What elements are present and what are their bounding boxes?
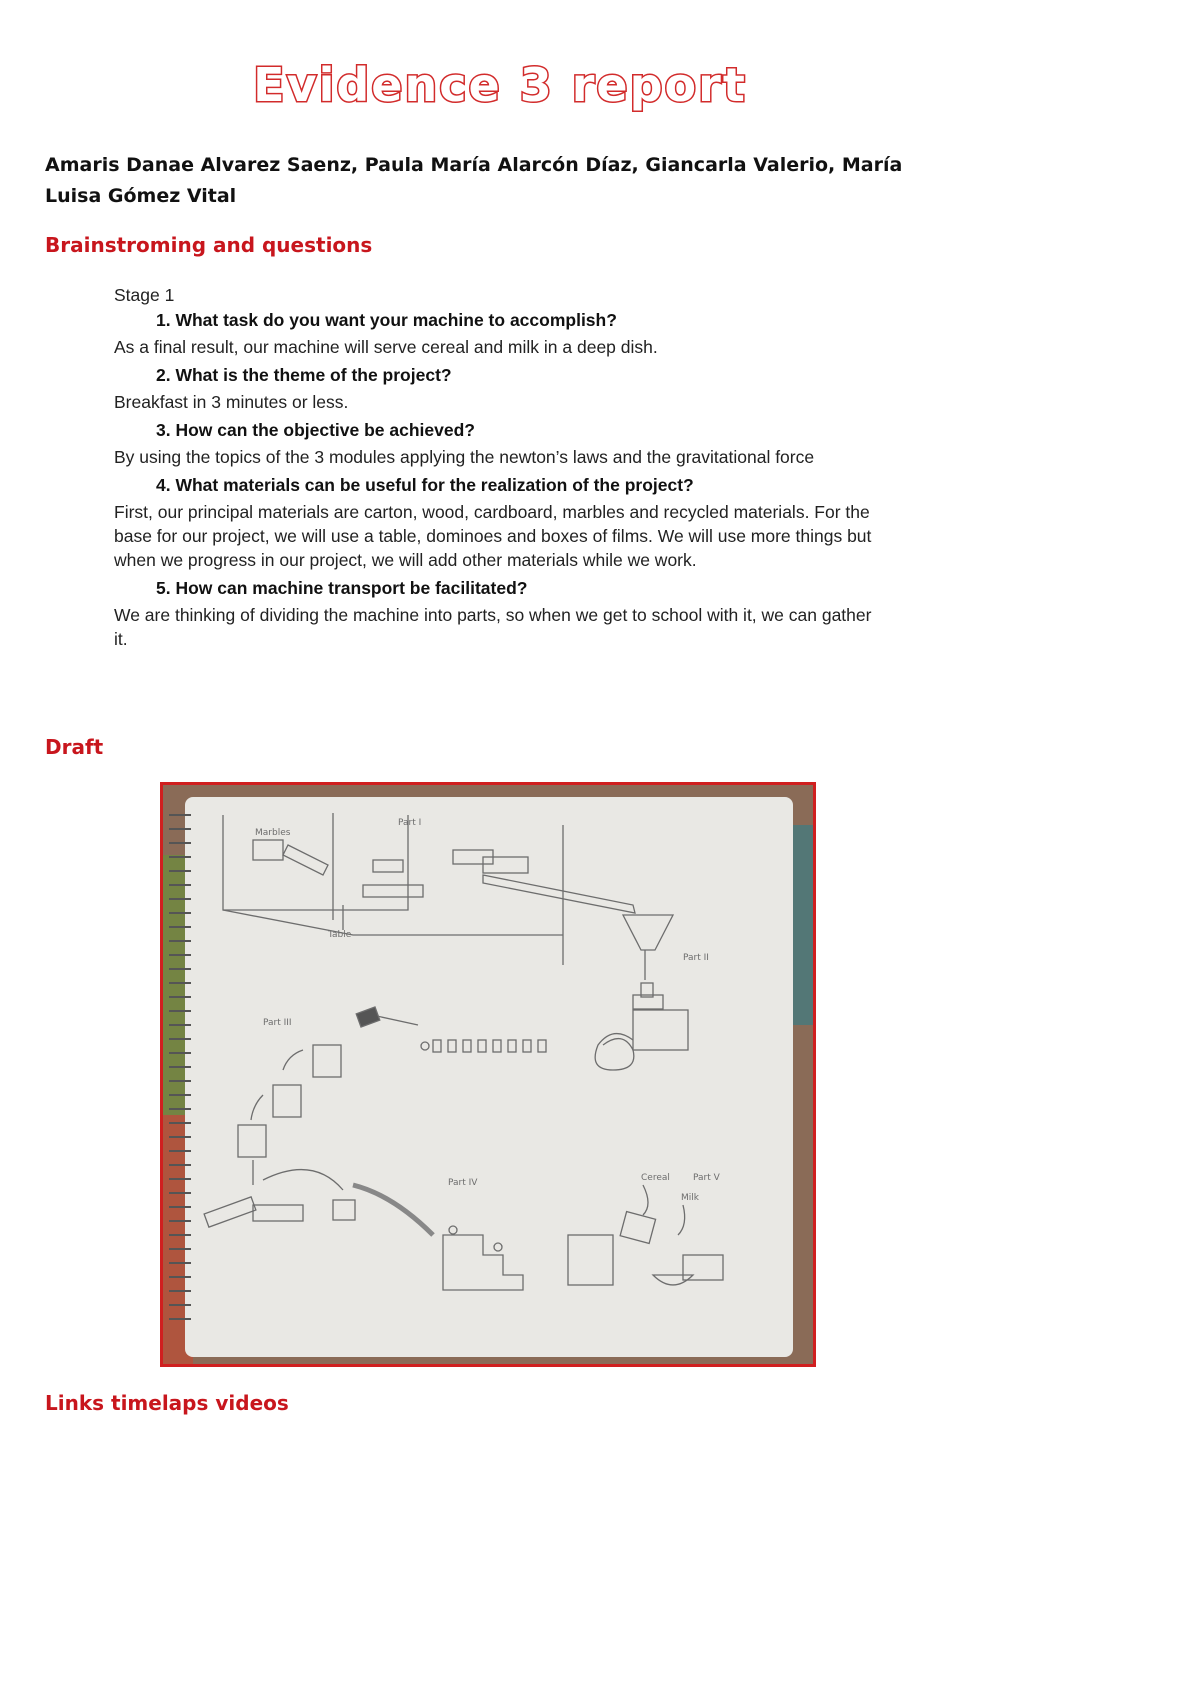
author-list: Amaris Danae Alvarez Saenz, Paula María Alarcón Díaz, Giancarla Valerio, María Luisa Gómez Vital	[45, 154, 903, 207]
draft-sketch-image	[160, 782, 816, 1367]
section-heading-links: Links timelaps videos	[45, 1391, 289, 1415]
section-heading-draft: Draft	[45, 735, 104, 759]
question-item	[114, 473, 874, 572]
sketch-label: Part II	[683, 953, 709, 963]
sketch-label: Part V	[693, 1173, 720, 1183]
answer-text: By using the topics of the 3 modules applying the newton’s laws and the gravitational force	[114, 447, 815, 467]
stage-label: Stage 1	[114, 285, 175, 305]
answer-text: As a final result, our machine will serve cereal and milk in a deep dish.	[114, 337, 658, 357]
sketch-label: Part III	[263, 1018, 292, 1028]
section-heading-brainstorming: Brainstroming and questions	[45, 233, 373, 257]
sketch-note: Cereal	[641, 1173, 670, 1183]
answer-text: We are thinking of dividing the machine into parts, so when we get to school with it, we can gather it.	[114, 605, 872, 649]
sketch-label: Part IV	[448, 1178, 478, 1188]
question-item	[114, 576, 874, 651]
answer-text: Breakfast in 3 minutes or less.	[114, 392, 349, 412]
question-text: 5. How can machine transport be facilitated?	[156, 578, 528, 598]
questions-block	[114, 283, 874, 655]
answer-text: First, our principal materials are carton, wood, cardboard, marbles and recycled materials. For the base for our project, we will use a table, dominoes and boxes of films. We will use more things but when we progress in our project, we will add other materials while we work.	[114, 502, 872, 570]
question-text: 4. What materials can be useful for the realization of the project?	[156, 475, 694, 495]
sketch-label: Part I	[398, 818, 422, 828]
question-item	[114, 308, 874, 359]
question-text: 3. How can the objective be achieved?	[156, 420, 475, 440]
sketch-note: Marbles	[255, 828, 291, 838]
paper-sheet	[185, 797, 793, 1357]
sketch-note: Milk	[681, 1193, 699, 1203]
sketch-note: Table	[328, 930, 352, 940]
question-text: 2. What is the theme of the project?	[156, 365, 452, 385]
sketch-drawing	[163, 785, 813, 1364]
question-item	[114, 363, 874, 414]
document-title: Evidence 3 report	[253, 58, 747, 112]
question-text: 1. What task do you want your machine to accomplish?	[156, 310, 617, 330]
question-item	[114, 418, 874, 469]
